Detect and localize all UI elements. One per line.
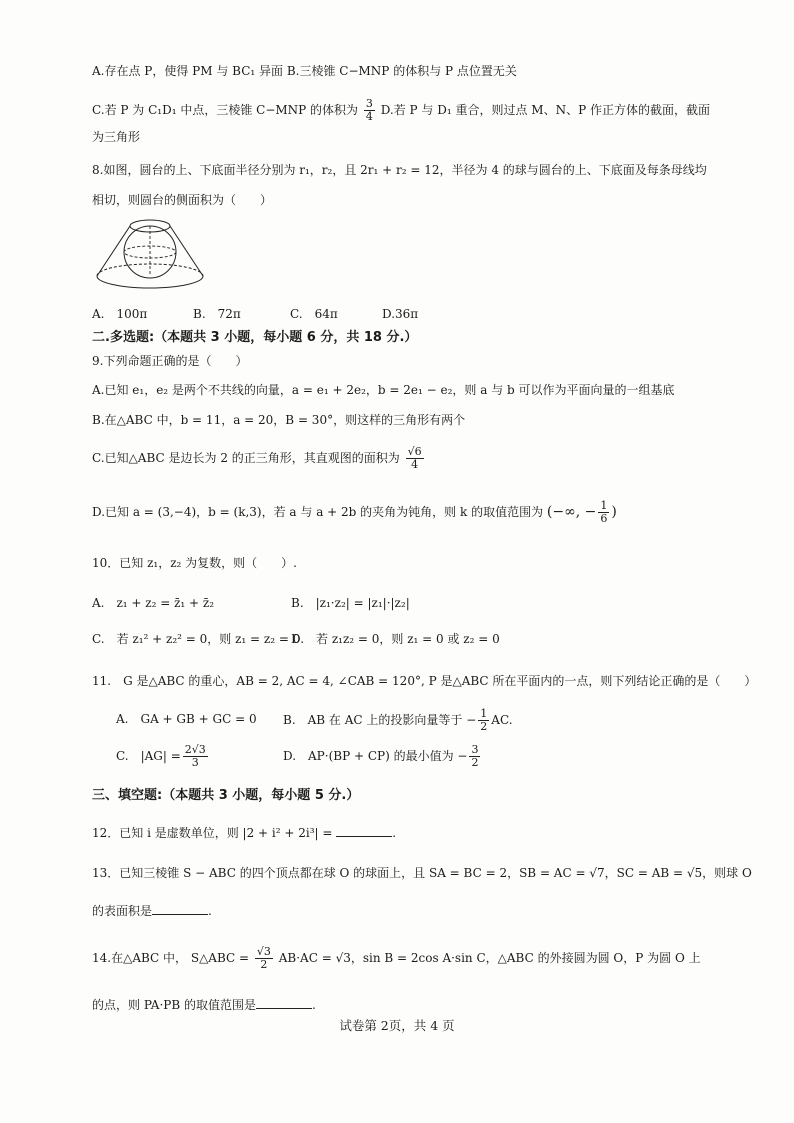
q10-option-b: B. |z₁·z₂| = |z₁|·|z₂| <box>291 596 410 610</box>
q9-option-b: B.在△ABC 中，b = 11，a = 20，B = 30°，则这样的三角形有两个 <box>92 413 466 427</box>
q13-text: 的表面积是 <box>92 904 153 918</box>
q9-option-d <box>92 500 617 525</box>
q14-answer-blank[interactable] <box>256 996 312 1009</box>
q8-option-d: D.36π <box>382 307 419 321</box>
section-3-title: 三、填空题:（本题共 3 小题，每小题 5 分.） <box>92 788 360 803</box>
q14-conditions: AB·AC = √3，sin B = 2cos A·sin C，△ABC 的外接圆为圆 O，P 为圆 O 上 <box>278 951 701 966</box>
q9-option-d-range-close: ) <box>611 504 617 521</box>
q7-options-cd <box>92 98 710 123</box>
q10-option-c: C. 若 z₁² + z₂² = 0，则 z₁ = z₂ = 0 <box>92 632 301 646</box>
q9-option-a: A.已知 e₁，e₂ 是两个不共线的向量，a = e₁ + 2e₂，b = 2e₁ − e₂，则 a 与 b 可以作为平面向量的一组基底 <box>92 383 675 397</box>
q9-stem: 9.下列命题正确的是（ ） <box>92 354 248 368</box>
page-footer: 试卷第 2页，共 4 页 <box>339 1018 455 1033</box>
q10-option-a: A. z₁ + z₂ = z̄₁ + z̄₂ <box>92 596 215 610</box>
frac-numerator: 1 <box>600 499 608 512</box>
q14-fraction <box>255 946 273 971</box>
q7-option-d-text: D.若 P 与 D₁ 重合，则过点 M、N、P 作正方体的截面，截面 <box>380 103 710 118</box>
frac-denominator: 2 <box>471 756 479 770</box>
q11-option-b-tail: AC. <box>491 713 513 728</box>
q13-answer-blank[interactable] <box>152 902 208 915</box>
frac-denominator: 2 <box>480 720 488 734</box>
q14-question: 的点，则 PA·PB 的取值范围是 <box>92 998 256 1012</box>
q14-stem-line1 <box>92 946 701 971</box>
q13-stem-line1: 13．已知三棱锥 S − ABC 的四个顶点都在球 O 的球面上，且 SA = BC = 2，SB = AC = √7，SC = AB = √5，则球 O <box>92 866 752 880</box>
q9-option-d-range-open: (−∞, − <box>546 504 597 521</box>
q11-option-c-fraction <box>183 744 208 769</box>
q14-intro: 14.在△ABC 中， <box>92 951 188 966</box>
q14-stem-line2 <box>92 996 316 1013</box>
q13-period: . <box>208 904 212 918</box>
q8-option-a: A. 100π <box>92 307 148 321</box>
q11-option-d <box>283 744 482 769</box>
q11-option-d-text: D. AP·(BP + CP) 的最小值为 − <box>283 749 468 764</box>
q9-option-c <box>92 446 426 471</box>
q10-stem: 10．已知 z₁，z₂ 为复数，则（ ）. <box>92 556 297 570</box>
q13-stem-line2 <box>92 902 212 919</box>
frac-numerator: √3 <box>256 945 271 958</box>
q11-stem: 11. G 是△ABC 的重心，AB = 2, AC = 4, ∠CAB = 120°, P 是△ABC 所在平面内的一点，则下列结论正确的是（ ） <box>92 674 757 688</box>
q12-answer-blank[interactable] <box>336 824 392 837</box>
q12-stem <box>92 824 396 841</box>
q7-option-c-fraction <box>364 98 375 123</box>
q7-option-c-text: C.若 P 为 C₁D₁ 中点，三棱锥 C−MNP 的体积为 <box>92 103 359 118</box>
q14-area-label: S△ABC = <box>190 951 250 966</box>
q12-period: . <box>392 826 397 840</box>
frac-denominator: 6 <box>600 512 608 526</box>
q9-option-c-fraction <box>406 446 424 471</box>
q11-option-b-fraction <box>478 708 489 733</box>
frac-denominator: 3 <box>191 756 199 770</box>
q9-option-d-fraction <box>598 500 609 525</box>
q8-stem-line2: 相切，则圆台的侧面积为（ ） <box>92 193 273 207</box>
frac-numerator: 2√3 <box>184 743 206 756</box>
section-2-title: 二.多选题:（本题共 3 小题，每小题 6 分，共 18 分.） <box>92 330 418 345</box>
q10-option-d: D. 若 z₁z₂ = 0，则 z₁ = 0 或 z₂ = 0 <box>291 632 500 646</box>
q9-option-c-text: C.已知△ABC 是边长为 2 的正三角形，其直观图的面积为 <box>92 451 400 466</box>
frac-numerator: 1 <box>480 707 488 720</box>
frac-denominator: 4 <box>411 458 419 472</box>
q11-option-c <box>116 744 210 769</box>
q8-option-c: C. 64π <box>290 307 338 321</box>
frac-denominator: 2 <box>260 958 268 972</box>
frac-numerator: 3 <box>471 743 479 756</box>
q12-text: 12．已知 i 是虚数单位，则 |2 + i² + 2i³| = <box>92 826 333 840</box>
q11-option-c-text: C. |AG| = <box>116 749 181 764</box>
q11-option-d-fraction <box>469 744 480 769</box>
frac-numerator: √6 <box>407 445 422 458</box>
q9-option-d-text: D.已知 a = (3,−4)，b = (k,3)，若 a 与 a + 2b 的夹角为钝角，则 k 的取值范围为 <box>92 505 544 520</box>
q11-option-a: A. GA + GB + GC = 0 <box>116 712 257 726</box>
q11-option-b-text: B. AB 在 AC 上的投影向量等于 − <box>283 713 477 728</box>
q8-stem-line1: 8.如图，圆台的上、下底面半径分别为 r₁，r₂，且 2r₁ + r₂ = 12，半径为 4 的球与圆台的上、下底面及每条母线均 <box>92 163 707 177</box>
q7-options-ab: A.存在点 P，使得 PM 与 BC₁ 异面 B.三棱锥 C−MNP 的体积与 P 点位置无关 <box>92 64 517 78</box>
q14-period: . <box>311 998 316 1012</box>
frac-denominator: 4 <box>365 110 373 124</box>
frustum-sphere-figure <box>94 216 206 292</box>
q7-option-d-continued: 为三角形 <box>92 130 141 144</box>
q11-option-b <box>283 708 513 733</box>
frac-numerator: 3 <box>365 97 373 110</box>
q8-option-b: B. 72π <box>193 307 241 321</box>
